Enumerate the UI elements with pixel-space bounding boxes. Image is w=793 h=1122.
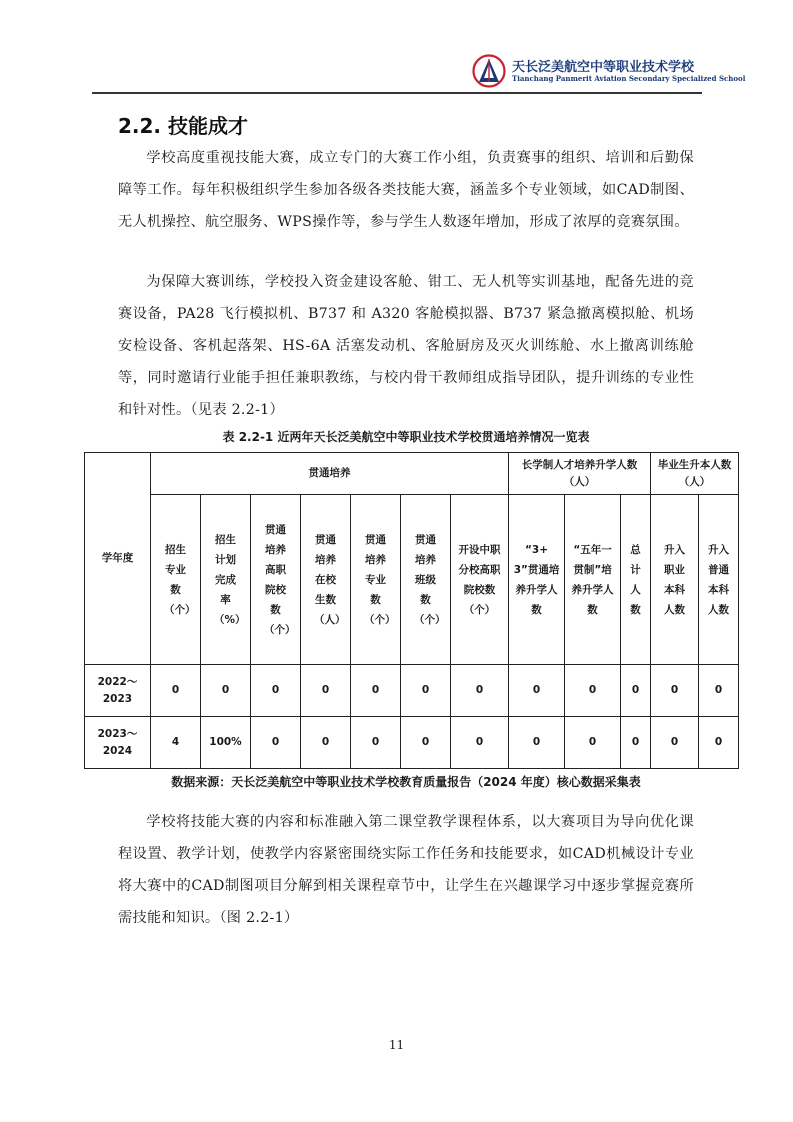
table-col-header: 贯通培养在校生数（人） [301, 495, 351, 665]
table-cell: 0 [699, 717, 739, 769]
paragraph-2: 为保障大赛训练，学校投入资金建设客舱、钳工、无人机等实训基地，配备先进的竞赛设备，PA28 飞行模拟机、B737 和 A320 客舱模拟器、B737 紧急撤离模拟舱、机场安检设备、客机起落架、HS-6A 活塞发动机、客舱厨房及灭火训练舱、水上撤离训练舱等，同时邀请行业能手担任兼职教练，与校内骨干教师组成指导团队，提升训练的专业性和针对性。（见表 2.2-1） [118, 274, 694, 418]
page-header [92, 50, 746, 94]
table-cell: 0 [351, 717, 401, 769]
table-cell: 0 [201, 665, 251, 717]
table-cell: 0 [301, 717, 351, 769]
school-name-cn: 天长泛美航空中等职业技术学校 [512, 60, 695, 75]
table-group-header-longterm: 长学制人才培养升学人数（人） [509, 453, 651, 495]
table-col-header: 招生专业数（个） [151, 495, 201, 665]
table-col-header: 贯通培养专业数（个） [351, 495, 401, 665]
table-header-year: 学年度 [85, 453, 151, 665]
table-group-header-through: 贯通培养 [151, 453, 509, 495]
table-cell: 0 [451, 717, 509, 769]
school-logo-icon [472, 54, 506, 88]
table-cell: 0 [251, 665, 301, 717]
table-cell-year: 2022～2023 [85, 665, 151, 717]
table-col-header: 升入职业本科人数 [651, 495, 699, 665]
table-cell: 0 [151, 665, 201, 717]
paragraph-3: 学校将技能大赛的内容和标准融入第二课堂教学课程体系，以大赛项目为导向优化课程设置、教学计划，使教学内容紧密围绕实际工作任务和技能要求，如CAD机械设计专业将大赛中的CAD制图项目分解到相关课程章节中，让学生在兴趣课学习中逐步掌握竞赛所需技能和知识。（图 2.2-1） [118, 814, 694, 926]
paragraph-1: 学校高度重视技能大赛，成立专门的大赛工作小组，负责赛事的组织、培训和后勤保障等工作。每年积极组织学生参加各级各类技能大赛，涵盖多个专业领域，如CAD制图、无人机操控、航空服务、WPS操作等，参与学生人数逐年增加，形成了浓厚的竞赛氛围。 [118, 150, 694, 230]
table-cell: 0 [565, 665, 621, 717]
table-col-header: “3+3”贯通培养升学人数 [509, 495, 565, 665]
table-cell: 0 [509, 717, 565, 769]
header-divider [92, 92, 702, 94]
table-cell: 0 [565, 717, 621, 769]
school-name-en: Tianchang Panmerit Aviation Secondary Specialized School [512, 74, 746, 83]
table-row [85, 717, 739, 769]
table-col-header: 开设中职分校高职院校数（个） [451, 495, 509, 665]
table-cell: 0 [451, 665, 509, 717]
training-table [84, 452, 739, 769]
table-cell: 0 [251, 717, 301, 769]
table-row [85, 665, 739, 717]
table-cell: 100% [201, 717, 251, 769]
table-cell: 4 [151, 717, 201, 769]
table-cell: 0 [621, 717, 651, 769]
table-cell: 0 [621, 665, 651, 717]
table-caption: 表 2.2-1 近两年天长泛美航空中等职业技术学校贯通培养情况一览表 [222, 430, 590, 444]
table-cell: 0 [301, 665, 351, 717]
table-cell: 0 [699, 665, 739, 717]
table-cell: 0 [651, 665, 699, 717]
table-cell: 0 [509, 665, 565, 717]
page-number: 11 [388, 1038, 405, 1052]
table-cell: 0 [351, 665, 401, 717]
table-col-header: 招生计划完成率（%） [201, 495, 251, 665]
table-col-header: 贯通培养高职院校数（个） [251, 495, 301, 665]
table-col-header: “五年一贯制”培养升学人数 [565, 495, 621, 665]
section-title: 2.2. 技能成才 [118, 114, 248, 138]
table-cell: 0 [401, 717, 451, 769]
table-cell-year: 2023～2024 [85, 717, 151, 769]
table-col-header: 总计人数 [621, 495, 651, 665]
table-col-header: 升入普通本科人数 [699, 495, 739, 665]
table-group-header-undergrad: 毕业生升本人数（人） [651, 453, 739, 495]
table-col-header: 贯通培养班级数（个） [401, 495, 451, 665]
table-cell: 0 [651, 717, 699, 769]
table-source-note: 数据来源：天长泛美航空中等职业技术学校教育质量报告（2024 年度）核心数据采集表 [171, 775, 641, 789]
table-cell: 0 [401, 665, 451, 717]
